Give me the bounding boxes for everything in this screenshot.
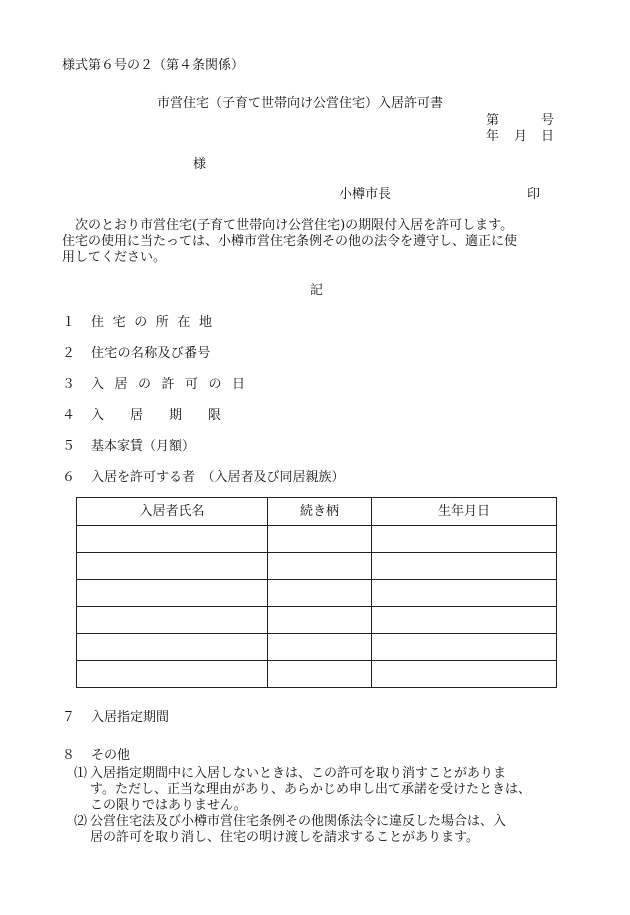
ki-heading: 記	[310, 283, 324, 298]
column-header-birthdate: 生年月日	[372, 498, 557, 526]
document-no-prefix: 第	[486, 113, 500, 128]
table-cell	[77, 526, 268, 553]
item-label-name-number: 住宅の名称及び番号	[91, 346, 211, 361]
note-2	[74, 814, 574, 846]
item-number: ７	[62, 710, 76, 725]
note-line: この限りではありません。	[90, 798, 247, 813]
addressee-suffix: 様	[193, 157, 207, 172]
item-number: １	[62, 315, 76, 330]
issuer-name: 小樽市長	[339, 187, 392, 202]
table-cell	[77, 553, 268, 580]
body-paragraph	[62, 218, 560, 266]
note-mark: ⑴	[74, 766, 88, 781]
note-mark: ⑵	[74, 814, 88, 829]
table-cell	[268, 607, 372, 634]
item-label-designated-period: 入居指定期間	[91, 710, 170, 725]
table-cell	[372, 607, 557, 634]
table-header-row	[77, 498, 557, 526]
body-line: 次のとおり市営住宅(子育て世帯向け公営住宅)の期限付入居を許可します。	[75, 218, 514, 233]
document-title: 市営住宅（子育て世帯向け公営住宅）入居許可書	[157, 96, 444, 111]
item-label-term: 入居期限	[91, 408, 248, 423]
item-label-location: 住宅の所在地	[91, 315, 221, 330]
item-label-applicants: 入居を許可する者 （入居者及び同居親族）	[91, 470, 345, 485]
table-cell	[372, 526, 557, 553]
body-line: 住宅の使用に当たっては、小樽市営住宅条例その他の法令を遵守し、適正に使	[62, 234, 518, 249]
table-cell	[372, 661, 557, 688]
table-row	[77, 553, 557, 580]
document-no-suffix: 号	[541, 113, 555, 128]
table-cell	[77, 607, 268, 634]
table-cell	[268, 526, 372, 553]
table-cell	[268, 553, 372, 580]
seal-mark: 印	[527, 187, 541, 202]
form-number: 様式第６号の２（第４条関係）	[62, 58, 245, 73]
item-number: ６	[62, 470, 76, 485]
item-number: ２	[62, 346, 76, 361]
applicants-table	[76, 497, 557, 688]
date-year-label: 年	[486, 129, 500, 144]
item-number: ５	[62, 439, 76, 454]
table-cell	[77, 580, 268, 607]
table-cell	[268, 661, 372, 688]
item-number: ４	[62, 408, 76, 423]
note-line: 入居指定期間中に入居しないときは、この許可を取り消すことがありま	[90, 766, 507, 781]
table-cell	[268, 580, 372, 607]
table-row	[77, 580, 557, 607]
table-cell	[372, 634, 557, 661]
item-label-other: その他	[91, 748, 131, 763]
table-cell	[372, 580, 557, 607]
table-row	[77, 634, 557, 661]
date-day-label: 日	[541, 129, 555, 144]
item-number: ８	[62, 748, 76, 763]
table-row	[77, 661, 557, 688]
column-header-relationship: 続き柄	[268, 498, 372, 526]
table-row	[77, 526, 557, 553]
table-row	[77, 607, 557, 634]
note-line: す。ただし、正当な理由があり、あらかじめ申し出て承諾を受けたときは、	[90, 782, 531, 797]
column-header-name: 入居者氏名	[77, 498, 268, 526]
table-cell	[372, 553, 557, 580]
table-cell	[268, 634, 372, 661]
body-line: 用してください。	[62, 250, 167, 265]
date-month-label: 月	[514, 129, 528, 144]
note-line: 居の許可を取り消し、住宅の明け渡しを請求することがあります。	[90, 830, 479, 845]
note-1	[74, 766, 574, 814]
table-cell	[77, 661, 268, 688]
note-line: 公営住宅法及び小樽市営住宅条例その他関係法令に違反した場合は、入	[90, 814, 507, 829]
table-cell	[77, 634, 268, 661]
item-label-permit-date: 入居の許可の日	[91, 377, 256, 392]
item-number: ３	[62, 377, 76, 392]
item-label-base-rent: 基本家賃（月額）	[91, 439, 196, 454]
